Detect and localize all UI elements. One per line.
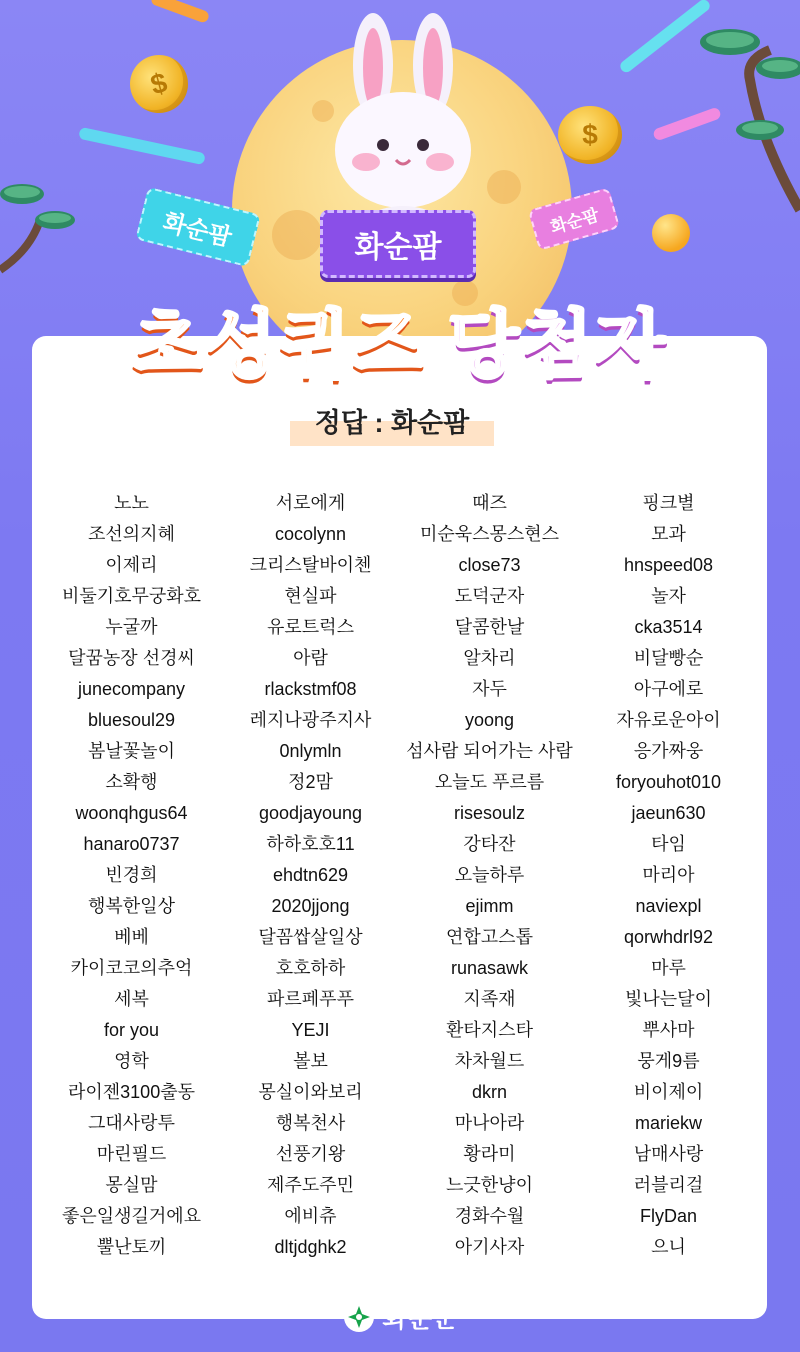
winner-name: close73 — [458, 555, 521, 575]
winner-name: naviexpl — [635, 896, 702, 916]
winner-name: 차차월드 — [454, 1051, 525, 1071]
winner-name: 으니 — [651, 1237, 686, 1257]
winner-name: 도덕군자 — [454, 586, 525, 606]
winner-name: 라이젠3100출동 — [68, 1082, 195, 1102]
winner-name: 마루 — [651, 958, 686, 978]
winner-name: for you — [103, 1020, 160, 1040]
winner-name: 비둘기호무궁화호 — [61, 586, 202, 606]
orb-decoration — [652, 214, 690, 252]
winner-name: cocolynn — [274, 524, 347, 544]
winner-name: qorwhdrl92 — [623, 927, 714, 947]
winner-name: 몽실맘 — [105, 1175, 158, 1195]
winner-name: 모과 — [651, 524, 686, 544]
winner-name: 남매사랑 — [633, 1144, 704, 1164]
winner-name: 마린필드 — [96, 1144, 167, 1164]
winner-name: 빛나는달이 — [625, 989, 712, 1009]
winner-name: 오늘도 푸르름 — [434, 772, 545, 792]
winner-name: 소확행 — [105, 772, 158, 792]
winner-name: 섬사람 되어가는 사람 — [406, 741, 573, 761]
winner-name: ehdtn629 — [272, 865, 349, 885]
winner-name: 빈경희 — [105, 865, 158, 885]
pine-tree-icon — [690, 20, 800, 220]
winner-name: mariekw — [634, 1113, 702, 1133]
winner-name: 지족재 — [463, 989, 516, 1009]
hwasun-leaf-icon — [342, 1300, 376, 1334]
winner-name: 아구에로 — [633, 679, 704, 699]
page-title — [0, 295, 800, 395]
winner-name: 때즈 — [472, 493, 507, 513]
winner-name: 느긋한냥이 — [446, 1175, 533, 1195]
winner-name: 선풍기왕 — [275, 1144, 346, 1164]
winner-name: 환타지스타 — [446, 1020, 533, 1040]
winner-name: risesoulz — [453, 803, 526, 823]
winner-name: FlyDan — [639, 1206, 697, 1226]
winner-name: rlackstmf08 — [264, 679, 357, 699]
ticket-badge-main: 화순팜 — [320, 210, 476, 278]
winner-name: 0nlymln — [279, 741, 342, 761]
title-part-quiz: 초성퀴즈 — [131, 303, 426, 386]
winner-name: 연합고스톱 — [446, 927, 533, 947]
winner-name: 제주도주민 — [267, 1175, 354, 1195]
winner-name: yoong — [464, 710, 515, 730]
winner-name: 강타잔 — [463, 834, 516, 854]
winner-name: 에비츄 — [284, 1206, 337, 1226]
winner-name: 크리스탈바이첸 — [249, 555, 372, 575]
winner-name: 2020jjong — [271, 896, 350, 916]
winner-name: 행복천사 — [275, 1113, 346, 1133]
winner-name: 오늘하루 — [454, 865, 525, 885]
footer-logo — [0, 1298, 800, 1335]
title-part-winners: 당첨자 — [447, 303, 669, 386]
winner-name: 핑크별 — [642, 493, 695, 513]
winner-name: 황라미 — [463, 1144, 516, 1164]
winner-name: 아기사자 — [454, 1237, 525, 1257]
winner-name: 볼보 — [293, 1051, 328, 1071]
winner-name: 아람 — [293, 648, 328, 668]
winner-name: 뭉게9름 — [637, 1051, 700, 1071]
winner-name: dltjdghk2 — [274, 1237, 347, 1257]
winners-grid — [42, 488, 758, 1263]
winner-name: 좋은일생길거에요 — [61, 1206, 202, 1226]
winner-name: ejimm — [465, 896, 514, 916]
winner-name: 몽실이와보리 — [258, 1082, 363, 1102]
winner-name: 파르페푸푸 — [267, 989, 354, 1009]
winner-name: 러블리걸 — [633, 1175, 704, 1195]
winner-name: 놀자 — [651, 586, 686, 606]
pine-tree-icon — [0, 180, 90, 280]
ticket-badge-left: 화순팜 — [135, 187, 261, 267]
winner-name: 달꿈농장 선경씨 — [68, 648, 195, 668]
winner-name: 봄날꽃놀이 — [88, 741, 175, 761]
winner-name: 현실파 — [284, 586, 337, 606]
winner-name: 정2맘 — [288, 772, 333, 792]
winner-name: 경화수월 — [454, 1206, 525, 1226]
winner-name: 자유로운아이 — [616, 710, 721, 730]
winner-name: 마나아라 — [454, 1113, 525, 1133]
winner-name: 호호하하 — [275, 958, 346, 978]
winner-name: 달콤한날 — [454, 617, 525, 637]
coin-icon: $ — [558, 106, 622, 164]
winner-name: junecompany — [77, 679, 186, 699]
winner-name: hanaro0737 — [83, 834, 180, 854]
answer-label: 정답 : 화순팜 — [290, 400, 494, 446]
winner-name: 행복한일상 — [88, 896, 175, 916]
winner-name: 베베 — [114, 927, 149, 947]
decor-stick — [150, 0, 210, 24]
winner-name: 그대사랑투 — [88, 1113, 175, 1133]
winner-name: 타임 — [651, 834, 686, 854]
winner-name: 마리아 — [642, 865, 695, 885]
winner-name: 알차리 — [463, 648, 516, 668]
winner-name: runasawk — [450, 958, 529, 978]
winner-name: foryouhot010 — [615, 772, 722, 792]
winner-name: 조선의지혜 — [88, 524, 175, 544]
winner-name: 미순욱스몽스현스 — [419, 524, 560, 544]
winner-name: 유로트럭스 — [267, 617, 354, 637]
winner-name: 카이코코의추억 — [70, 958, 193, 978]
winner-name: 자두 — [472, 679, 507, 699]
winner-name: dkrn — [471, 1082, 507, 1102]
winner-name: 응가짜웅 — [633, 741, 704, 761]
coin-icon: $ — [123, 48, 194, 119]
winner-name: YEJI — [291, 1020, 330, 1040]
winner-name: goodjayoung — [258, 803, 363, 823]
winner-name: 비달빵순 — [633, 648, 704, 668]
winner-name: 하하호호11 — [266, 834, 355, 854]
winner-name: 비이제이 — [633, 1082, 704, 1102]
winner-name: 레지나광주지사 — [249, 710, 372, 730]
winner-name: 뿌사마 — [642, 1020, 695, 1040]
footer-logo-label: 화순군 — [382, 1303, 458, 1333]
winner-name: 이제리 — [105, 555, 158, 575]
decor-stick — [78, 127, 206, 165]
winner-name: jaeun630 — [631, 803, 706, 823]
winner-name: bluesoul29 — [87, 710, 176, 730]
ticket-badge-right: 화순팜 — [528, 187, 620, 251]
winner-name: 뿔난토끼 — [96, 1237, 167, 1257]
winner-name: 세복 — [114, 989, 149, 1009]
winner-name: 달꼼쌉살일상 — [258, 927, 363, 947]
winner-name: 누굴까 — [105, 617, 158, 637]
winner-name: hnspeed08 — [623, 555, 714, 575]
winner-name: 서로에게 — [275, 493, 346, 513]
winner-name: woonqhgus64 — [75, 803, 188, 823]
winner-name: 노노 — [114, 493, 149, 513]
winner-name: cka3514 — [634, 617, 703, 637]
winner-name: 영학 — [114, 1051, 149, 1071]
